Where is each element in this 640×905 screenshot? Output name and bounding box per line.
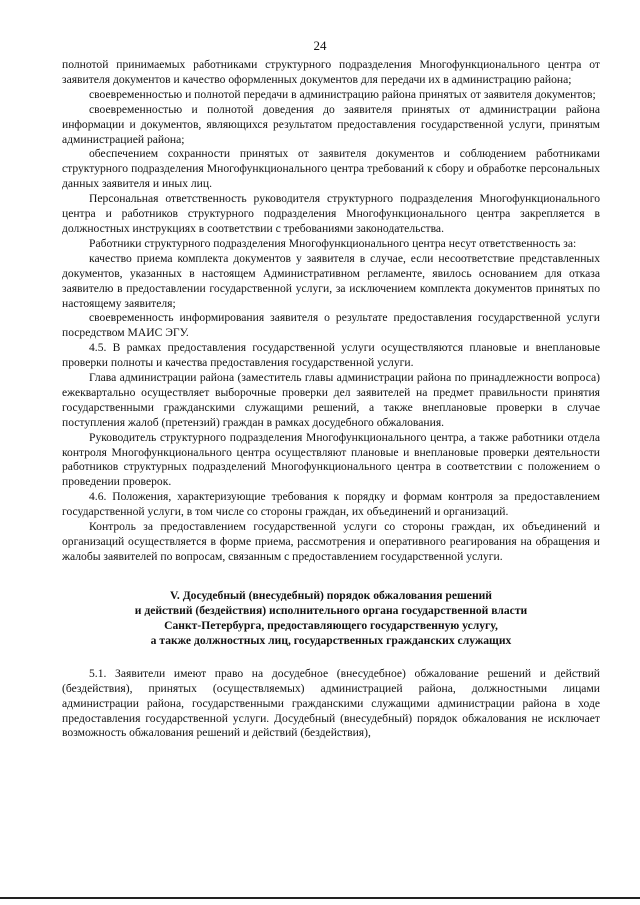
paragraph: качество приема комплекта документов у заявителя в случае, если несоответствие представленных документов, указанных в настоящем Административном регламенте, явилось основанием для отказа заявителю в предоставлении государственной услуги, за исключением комплекта документов принятых по настоящему заявителя;: [62, 251, 600, 310]
scan-edge-line: [0, 897, 640, 899]
section-heading-line: Санкт-Петербурга, предоставляющего государственную услугу,: [164, 618, 498, 632]
paragraph: Глава администрации района (заместитель главы администрации района по принадлежности вопроса) ежеквартально осуществляет выборочные проверки дел заявителей на предмет правильности принятия государственными гражданскими служащими решений, а также внеплановые проверки в случае поступления жалоб (претензий) граждан в рамках досудебного обжалования.: [62, 371, 600, 429]
section-heading: [62, 588, 600, 648]
paragraph: обеспечением сохранности принятых от заявителя документов и соблюдением работниками структурного подразделения Многофункционального центра требований к сбору и обработке персональных данных заявителя и иных лиц.: [62, 147, 600, 191]
paragraph: своевременность информирования заявителя о результате предоставления государственной услуги посредством МАИС ЭГУ.: [62, 311, 600, 340]
paragraph: 4.5. В рамках предоставления государственной услуги осуществляются плановые и внеплановые проверки полноты и качества предоставления государственной услуги.: [62, 341, 600, 370]
paragraph: 5.1. Заявители имеют право на досудебное (внесудебное) обжалование решений и действий (бездействия), принятых (осуществляемых) администрацией района, должностными лицами администрации района, государственными гражданскими служащими администрации района в ходе предоставления государственной услуги. Досудебный (внесудебный) порядок обжалования не исключает возможность обжалования решений и действий (бездействия),: [62, 666, 600, 740]
section-heading-line: V. Досудебный (внесудебный) порядок обжалования решений: [170, 588, 492, 602]
paragraph: своевременностью и полнотой доведения до заявителя принятых от администрации района информации и документов, являющихся результатом предоставления государственной услуги, принятым администрацией района;: [62, 102, 600, 146]
page-number: 24: [313, 38, 327, 53]
paragraph: своевременностью и полнотой передачи в администрацию района принятых от заявителя документов;: [89, 87, 596, 101]
document-body: [62, 58, 600, 741]
paragraph: Работники структурного подразделения Многофункционального центра несут ответственность за:: [89, 236, 577, 250]
section-heading-line: а также должностных лиц, государственных гражданских служащих: [150, 633, 512, 647]
paragraph: Персональная ответственность руководителя структурного подразделения Многофункционального центра и работников структурного подразделения Многофункционального центра закрепляется в должностных инструкциях в соответствии с требованиями законодательства.: [62, 192, 600, 235]
paragraph: Руководитель структурного подразделения Многофункционального центра, а также работники отдела контроля Многофункционального центра осуществляют плановые и внеплановые проверки деятельности работников структурных подразделений Многофункционального центра в соответствии с положением о проведении проверок.: [62, 430, 600, 489]
section-heading-line: и действий (бездействия) исполнительного органа государственной власти: [134, 603, 528, 617]
paragraph: 4.6. Положения, характеризующие требования к порядку и формам контроля за предоставлением государственной услуги, в том числе со стороны граждан, их объединений и организаций.: [62, 490, 600, 519]
paragraph: полнотой принимаемых работниками структурного подразделения Многофункционального центра от заявителя документов и качество оформленных документов для передачи их в администрацию района;: [62, 58, 600, 86]
paragraph: Контроль за предоставлением государственной услуги со стороны граждан, их объединений и организаций осуществляется в форме приема, рассмотрения и оперативного реагирования на обращения и жалобы заявителей по вопросам, связанным с предоставлением государственной услуги.: [62, 520, 600, 563]
